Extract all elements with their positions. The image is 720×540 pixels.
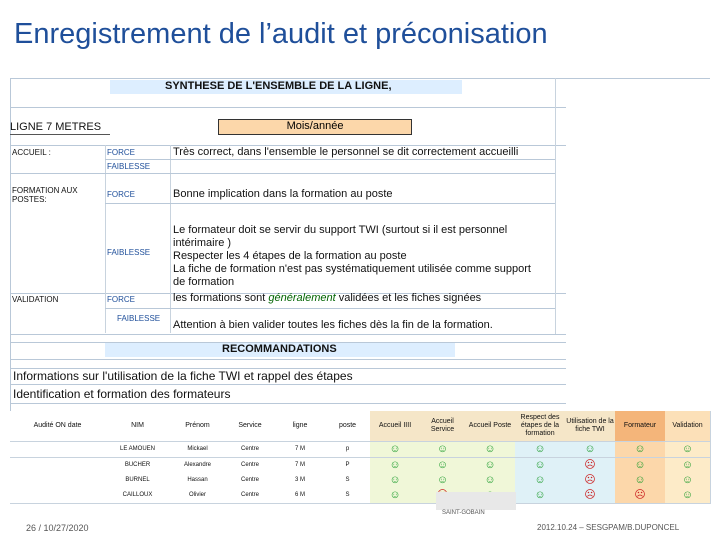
table-header-cell: Accueil Poste bbox=[465, 411, 516, 442]
period-label: Mois/année bbox=[286, 120, 344, 132]
section-validation: VALIDATION bbox=[12, 295, 59, 304]
period-field bbox=[218, 119, 412, 135]
tag-force-formation: FORCE bbox=[107, 190, 135, 199]
validation-text bbox=[173, 292, 481, 304]
frown-icon: ☹ bbox=[615, 488, 666, 504]
smiley-icon: ☺ bbox=[465, 473, 516, 489]
table-cell: Centre bbox=[225, 458, 276, 474]
formation-weakness-line-1: Le formateur doit se servir du support TWI (surtout si il est personnel bbox=[173, 224, 508, 236]
smiley-icon: ☺ bbox=[615, 473, 666, 489]
validation-text-em: généralement bbox=[268, 292, 336, 304]
synthese-header: SYNTHESE DE L'ENSEMBLE DE LA LIGNE, bbox=[165, 80, 392, 92]
table-header-cell: Formateur bbox=[615, 411, 666, 442]
table-cell: 7 M bbox=[275, 442, 326, 458]
tag-force-accueil: FORCE bbox=[107, 148, 135, 157]
reco-header: RECOMMANDATIONS bbox=[222, 343, 337, 355]
table-cell: 3 M bbox=[275, 473, 326, 489]
table-cell: 7 M bbox=[275, 458, 326, 474]
table-cell: S bbox=[325, 473, 371, 489]
table-header-cell: Service bbox=[225, 411, 276, 442]
table-header-cell: Accueil Service bbox=[420, 411, 466, 442]
slide-title: Enregistrement de l’audit et préconisation bbox=[14, 18, 548, 50]
table-cell: Centre bbox=[225, 442, 276, 458]
table-cell: Olivier bbox=[170, 488, 226, 504]
company-logo bbox=[432, 492, 522, 520]
table-header-cell: Respect des étapes de la formation bbox=[515, 411, 566, 442]
formation-weakness-line-3: Respecter les 4 étapes de la formation au poste bbox=[173, 250, 407, 262]
table-cell: BURNEL bbox=[105, 473, 171, 489]
tag-force-validation: FORCE bbox=[107, 295, 135, 304]
smiley-icon: ☺ bbox=[370, 473, 421, 489]
reco-line-1: Informations sur l'utilisation de la fiche TWI et rappel des étapes bbox=[13, 369, 353, 383]
validation-text-pre: les formations sont bbox=[173, 292, 269, 304]
table-cell bbox=[10, 488, 106, 504]
table-cell: Centre bbox=[225, 473, 276, 489]
table-header-cell: ligne bbox=[275, 411, 326, 442]
table-cell bbox=[10, 458, 106, 474]
table-cell: S bbox=[325, 488, 371, 504]
table-cell: Mickael bbox=[170, 442, 226, 458]
frown-icon: ☹ bbox=[565, 473, 616, 489]
logo-text: SAINT-GOBAIN bbox=[442, 510, 485, 516]
tag-faiblesse-accueil: FAIBLESSE bbox=[107, 162, 151, 171]
smiley-icon: ☺ bbox=[370, 442, 421, 458]
validation-text-post: validées et les fiches signées bbox=[335, 292, 482, 304]
reco-line-2: Identification et formation des formateurs bbox=[13, 387, 231, 401]
table-cell: BUCHER bbox=[105, 458, 171, 474]
smiley-icon: ☺ bbox=[515, 488, 566, 504]
table-cell: 6 M bbox=[275, 488, 326, 504]
table-cell: Alexandre bbox=[170, 458, 226, 474]
table-header-cell: Utilisation de la fiche TWI bbox=[565, 411, 616, 442]
line-label: LIGNE 7 METRES bbox=[10, 121, 102, 133]
smiley-icon: ☺ bbox=[565, 442, 616, 458]
formation-weakness-line-5: de formation bbox=[173, 276, 235, 288]
spreadsheet-image bbox=[10, 78, 710, 501]
table-header-cell: Accueil IIII bbox=[370, 411, 421, 442]
table-cell bbox=[10, 442, 106, 458]
smiley-icon: ☺ bbox=[515, 442, 566, 458]
smiley-icon: ☺ bbox=[420, 442, 466, 458]
smiley-icon: ☺ bbox=[665, 442, 711, 458]
table-header-cell: poste bbox=[325, 411, 371, 442]
table-cell: Hassan bbox=[170, 473, 226, 489]
smiley-icon: ☺ bbox=[465, 458, 516, 474]
section-accueil: ACCUEIL : bbox=[12, 148, 51, 157]
table-cell bbox=[10, 473, 106, 489]
table-cell: Centre bbox=[225, 488, 276, 504]
formation-weakness-line-2: intérimaire ) bbox=[173, 237, 232, 249]
section-formation-label: FORMATION AUX POSTES: bbox=[12, 186, 78, 204]
smiley-icon: ☺ bbox=[665, 473, 711, 489]
tag-faiblesse-validation: FAIBLESSE bbox=[117, 314, 161, 323]
smiley-icon: ☺ bbox=[515, 458, 566, 474]
table-cell: LE AMOUEN bbox=[105, 442, 171, 458]
smiley-icon: ☺ bbox=[615, 442, 666, 458]
smiley-icon: ☺ bbox=[420, 458, 466, 474]
table-header-cell: Validation bbox=[665, 411, 711, 442]
table-cell: CAILLOUX bbox=[105, 488, 171, 504]
smiley-icon: ☺ bbox=[420, 473, 466, 489]
table-cell: p bbox=[325, 442, 371, 458]
smiley-icon: ☺ bbox=[515, 473, 566, 489]
section-formation bbox=[12, 186, 102, 204]
validation-weakness-text: Attention à bien valider toutes les fiches dès la fin de la formation. bbox=[173, 319, 493, 331]
smiley-icon: ☺ bbox=[665, 488, 711, 504]
table-header-cell: Audité ON date bbox=[10, 411, 106, 442]
table-cell: P bbox=[325, 458, 371, 474]
frown-icon: ☹ bbox=[565, 488, 616, 504]
tag-faiblesse-formation: FAIBLESSE bbox=[107, 248, 151, 257]
frown-icon: ☹ bbox=[565, 458, 616, 474]
smiley-icon: ☺ bbox=[465, 442, 516, 458]
smiley-icon: ☺ bbox=[615, 458, 666, 474]
smiley-icon: ☺ bbox=[370, 488, 421, 504]
formation-weakness-line-4: La fiche de formation n'est pas systématiquement utilisée comme support bbox=[173, 263, 531, 275]
formation-text: Bonne implication dans la formation au poste bbox=[173, 188, 393, 200]
table-header-cell: NIM bbox=[105, 411, 171, 442]
smiley-icon: ☺ bbox=[370, 458, 421, 474]
table-header-cell: Prénom bbox=[170, 411, 226, 442]
smiley-icon: ☺ bbox=[665, 458, 711, 474]
footer-reference: 2012.10.24 – SESGPAM/B.DUPONCEL bbox=[537, 523, 680, 532]
footer-page-date: 26 / 10/27/2020 bbox=[26, 523, 89, 533]
accueil-text: Très correct, dans l'ensemble le personnel se dit correctement accueilli bbox=[173, 146, 519, 158]
